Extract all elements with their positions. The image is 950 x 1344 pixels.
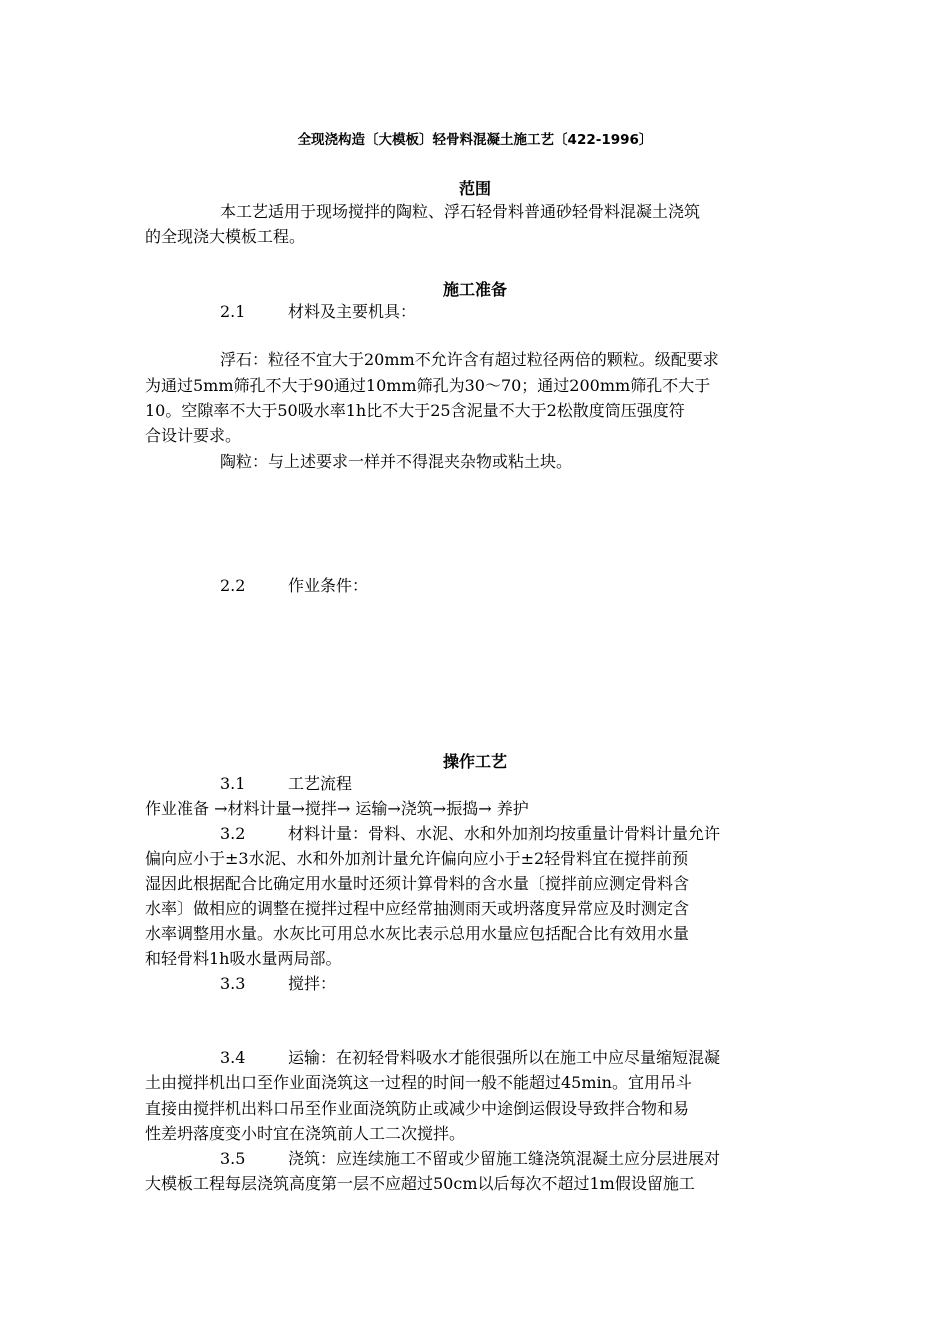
pumice-text-line: 为通过5mm筛孔不大于90通过10mm筛孔为30～70；通过200mm筛孔不大于 [145, 376, 711, 395]
pumice-text-line: 合设计要求。 [145, 426, 242, 445]
item-text: 浇筑：应连续施工不留或少留施工缝浇筑混凝土应分层进展对 [288, 1149, 721, 1168]
document-title: 全现浇构造〔大模板〕轻骨料混凝土施工艺〔422-1996〕 [297, 132, 653, 148]
item-text: 材料计量：骨料、水泥、水和外加剂均按重量计骨料计量允许 [288, 824, 721, 843]
item-3-2-text-line: 偏向应小于±3水泥、水和外加剂计量允许偏向应小于±2轻骨料宜在搅拌前预 [145, 849, 689, 868]
item-number: 3.5 [220, 1149, 246, 1168]
item-3-3 [220, 974, 336, 994]
item-number: 3.3 [220, 974, 246, 993]
item-3-5 [220, 1149, 720, 1169]
item-label: 工艺流程 [288, 774, 353, 793]
section-heading-process: 操作工艺 [442, 752, 507, 771]
pumice-text-line: 浮石：粒径不宜大于20mm不允许含有超过粒径两倍的颗粒。级配要求 [220, 350, 719, 369]
item-3-2-text-line: 湿因此根据配合比确定用水量时还须计算骨料的含水量〔搅拌前应测定骨料含 [145, 874, 690, 893]
item-3-2-text-line: 和轻骨料1h吸水量两局部。 [145, 949, 342, 968]
item-3-4-text-line: 性差坍落度变小时宜在浇筑前人工二次搅拌。 [145, 1124, 466, 1143]
process-flow-line: 作业准备 →材料计量→搅拌→ 运输→浇筑→振捣→ 养护 [145, 799, 529, 818]
item-text: 运输：在初轻骨料吸水才能很强所以在施工中应尽量缩短混凝 [288, 1048, 721, 1067]
item-number: 2.1 [220, 302, 246, 321]
item-2-1 [220, 302, 416, 322]
item-number: 2.2 [220, 576, 246, 595]
item-3-4-text-line: 直接由搅拌机出料口吊至作业面浇筑防止或减少中途倒运假设导致拌合物和易 [145, 1099, 690, 1118]
item-3-2-text-line: 水率〕做相应的调整在搅拌过程中应经常抽测雨天或坍落度异常应及时测定含 [145, 899, 690, 918]
item-3-1 [220, 774, 352, 794]
ceramsite-text-line: 陶粒：与上述要求一样并不得混夹杂物或粘土块。 [220, 452, 573, 471]
item-3-4-text-line: 土由搅拌机出口至作业面浇筑这一过程的时间一般不能超过45min。宜用吊斗 [145, 1073, 692, 1092]
item-number: 3.4 [220, 1048, 246, 1067]
item-label: 作业条件： [288, 576, 369, 595]
item-3-4 [220, 1048, 720, 1068]
item-label: 搅拌： [288, 974, 337, 993]
item-2-2 [220, 576, 368, 596]
scope-text-line: 的全现浇大模板工程。 [145, 227, 306, 246]
item-3-5-text-line: 大模板工程每层浇筑高度第一层不应超过50cm以后每次不超过1m假设留施工 [145, 1174, 695, 1193]
item-number: 3.2 [220, 824, 246, 843]
item-label: 材料及主要机具： [288, 302, 417, 321]
pumice-text-line: 10。空隙率不大于50吸水率1h比不大于25含泥量不大于2松散度筒压强度符 [145, 401, 685, 420]
item-3-2 [220, 824, 720, 844]
section-heading-preparation: 施工准备 [442, 280, 507, 299]
item-3-2-text-line: 水率调整用水量。水灰比可用总水灰比表示总用水量应包括配合比有效用水量 [145, 924, 690, 943]
scope-text-line: 本工艺适用于现场搅拌的陶粒、浮石轻骨料普通砂轻骨料混凝土浇筑 [220, 202, 701, 221]
item-number: 3.1 [220, 774, 246, 793]
section-heading-scope: 范围 [458, 179, 491, 198]
